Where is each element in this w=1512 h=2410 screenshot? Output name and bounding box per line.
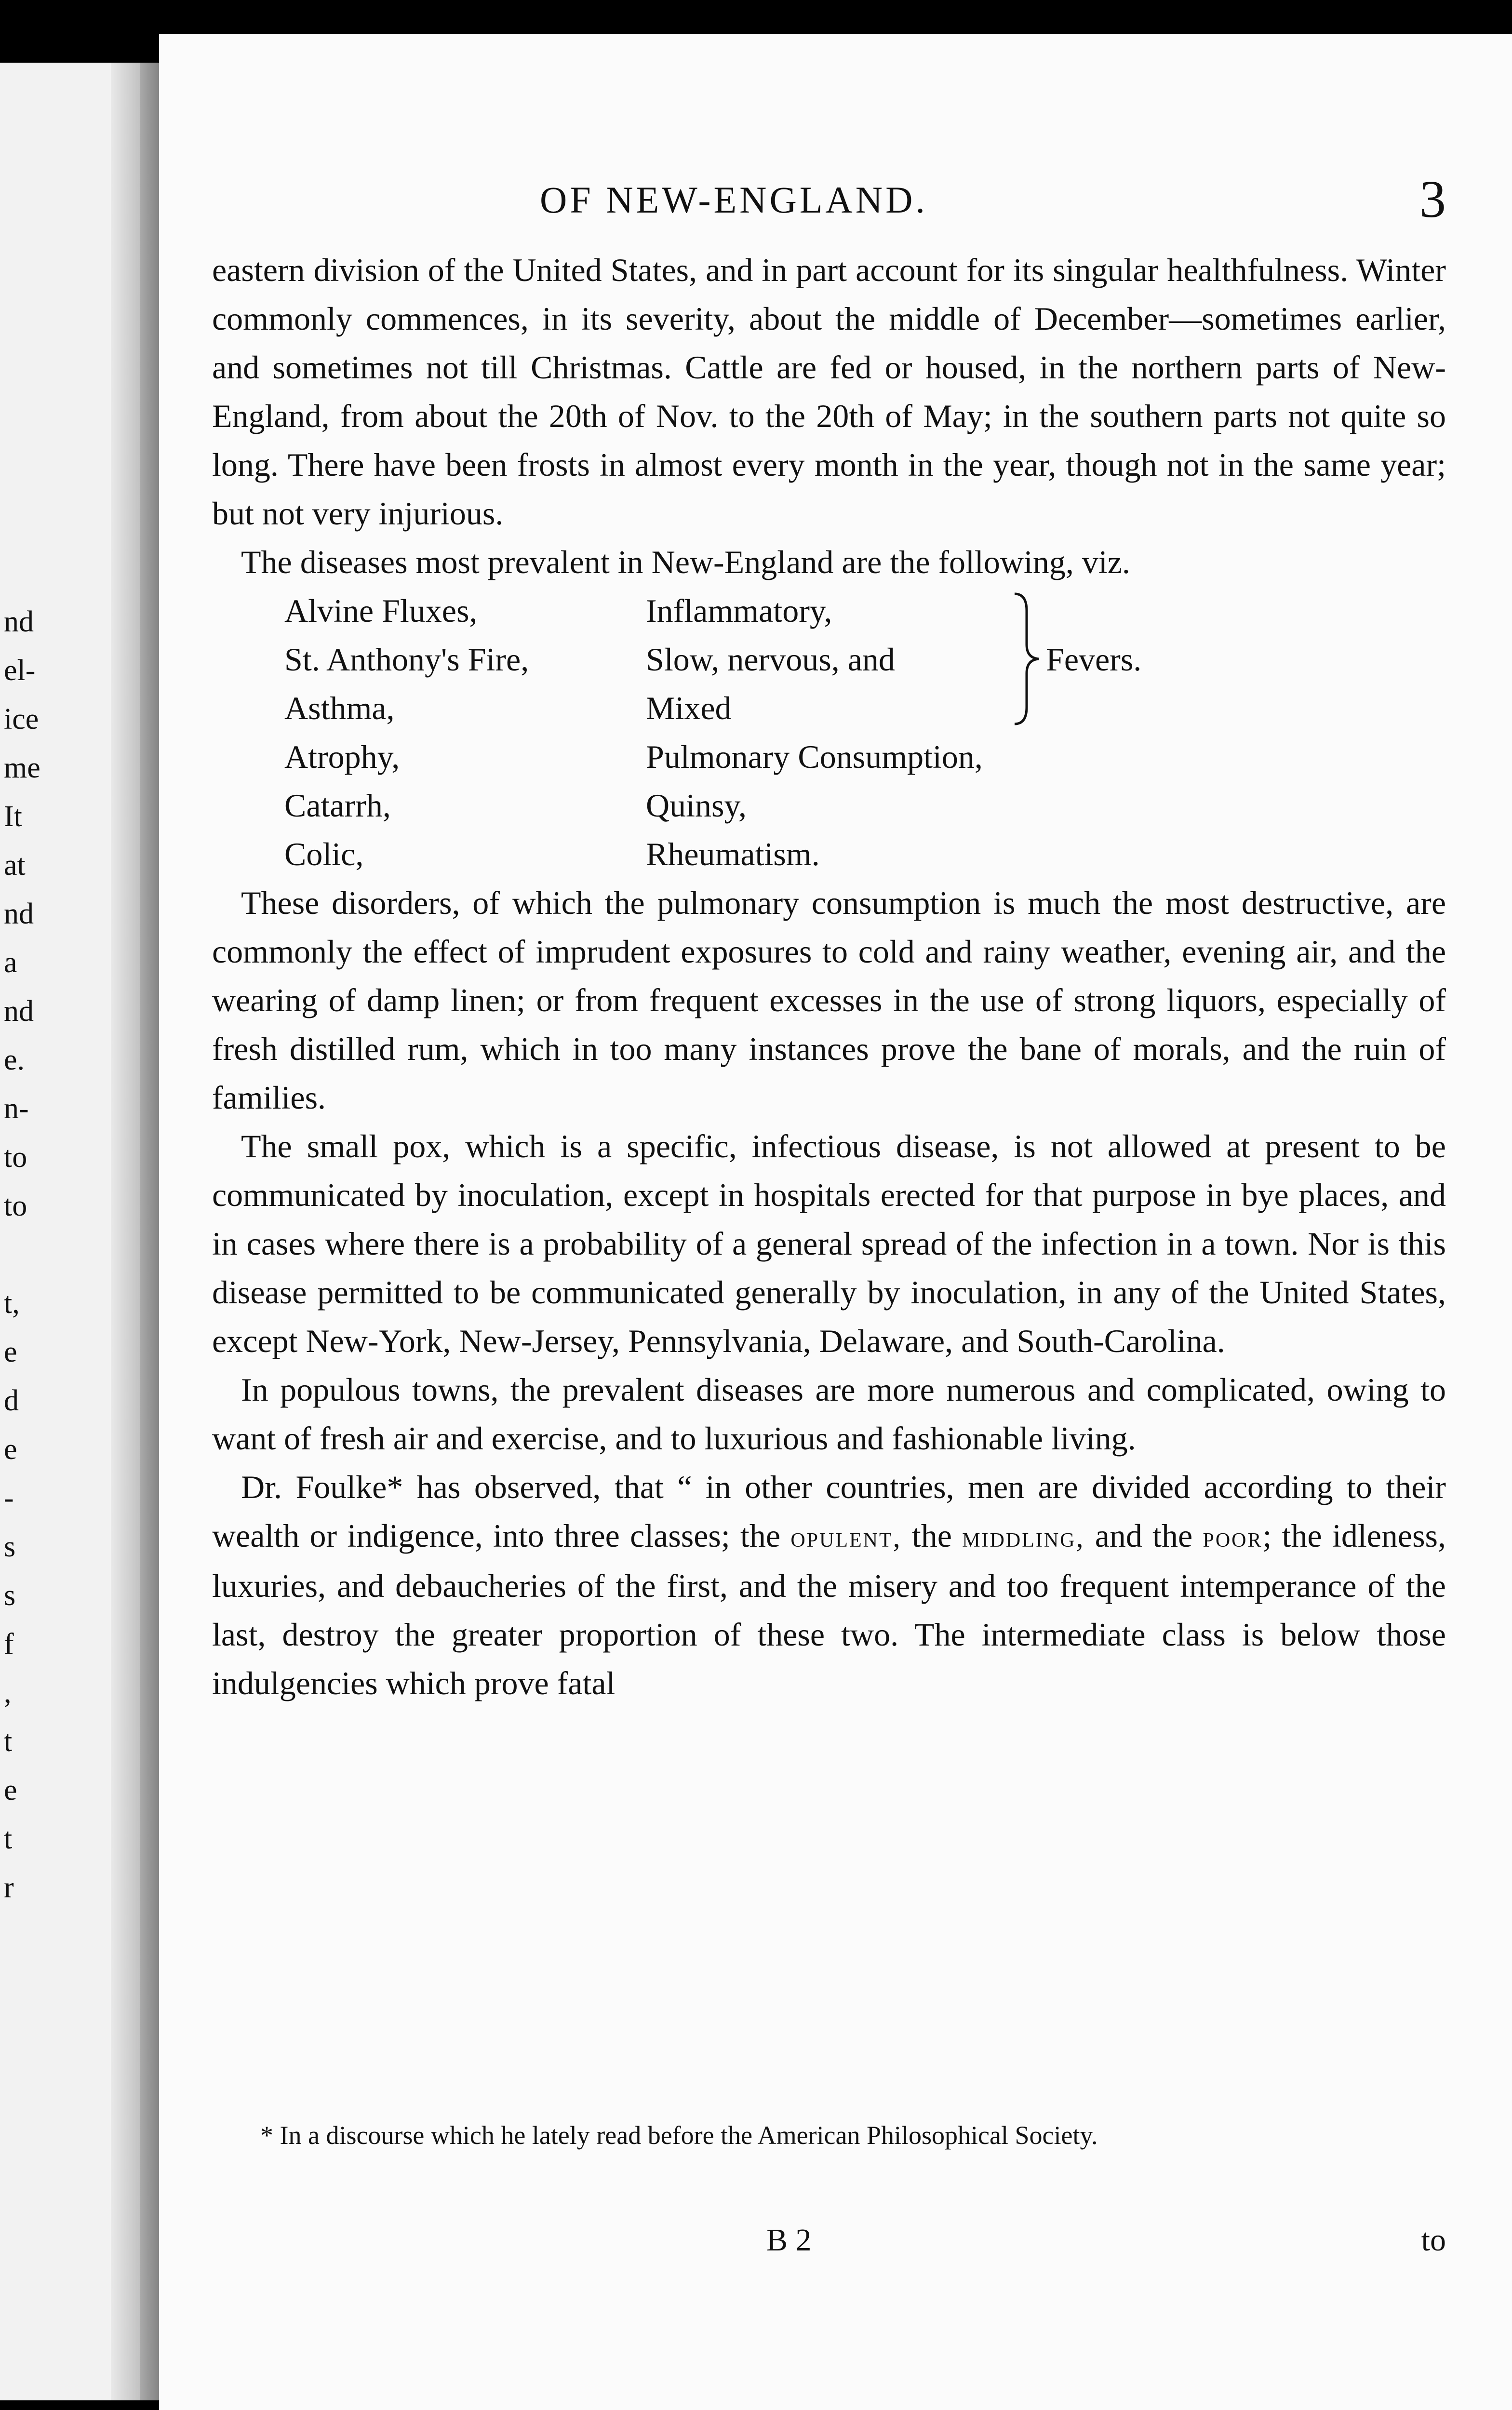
margin-fragment: nd bbox=[4, 605, 34, 638]
disease-item: Inflammatory, bbox=[646, 592, 832, 629]
margin-fragment: t bbox=[4, 1822, 13, 1855]
middling-smallcaps: middling, bbox=[962, 1521, 1085, 1553]
paragraph-populous-towns: In populous towns, the prevalent diseases are more numerous and complicated, owing to want of fresh air and exercise, and to luxurious and fashionable living. bbox=[212, 1371, 1446, 1457]
disease-item: Rheumatism. bbox=[646, 836, 820, 872]
disease-list bbox=[212, 587, 1446, 879]
disease-item: Quinsy, bbox=[646, 787, 747, 824]
margin-fragment: e. bbox=[4, 1044, 25, 1076]
margin-fragment: r bbox=[4, 1871, 14, 1904]
disease-item: Colic, bbox=[284, 836, 364, 872]
facing-page-margin-text bbox=[4, 598, 76, 1912]
running-head-title: OF NEW-ENGLAND. bbox=[540, 179, 928, 221]
margin-fragment: t bbox=[4, 1725, 13, 1758]
page-number: 3 bbox=[1419, 170, 1446, 228]
paragraph-climate: eastern division of the United States, and in part account for its singular healthfulness. Winter commonly commences, in its severity, about the middle of December—sometimes earlier, and sometimes not till Christmas. Cattle are fed or housed, in the northern parts of New-England, from about the 20th of Nov. to the 20th of May; in the southern parts not quite so long. There have been frosts in almost every month in the year, though not in the same year; but not very injurious. bbox=[212, 252, 1446, 532]
footnote: * In a discourse which he lately read before the American Philosophical Society. bbox=[260, 2121, 1098, 2150]
disease-item: Catarrh, bbox=[284, 787, 391, 824]
margin-fragment: el- bbox=[4, 654, 36, 687]
fevers-label: Fevers. bbox=[1046, 641, 1142, 678]
book-page bbox=[159, 34, 1512, 2410]
disease-item: St. Anthony's Fire, bbox=[284, 641, 529, 678]
disease-item: Mixed bbox=[646, 690, 732, 726]
opulent-smallcaps: opulent, bbox=[790, 1521, 902, 1553]
foulke-text-d: ; the idleness, luxuries, and debaucheries of the first, and the misery and too frequent intemperance of the last, destroy the greater proportion of these two. The intermediate class is below those indulgencies which prove fatal bbox=[212, 1517, 1446, 1701]
margin-fragment: s bbox=[4, 1530, 16, 1563]
foulke-text-c: and the bbox=[1095, 1517, 1193, 1554]
disease-item: Pulmonary Consumption, bbox=[646, 738, 983, 775]
margin-fragment: n- bbox=[4, 1092, 29, 1125]
margin-fragment: t, bbox=[4, 1287, 20, 1320]
running-head bbox=[212, 170, 1446, 236]
margin-fragment: at bbox=[4, 849, 26, 882]
margin-fragment: - bbox=[4, 1482, 14, 1514]
margin-fragment: e bbox=[4, 1336, 17, 1368]
foulke-text-a: Dr. Foulke* has observed, that “ in other countries, men are divided according to their wealth or indigence, into three classes; the bbox=[212, 1469, 1446, 1554]
margin-fragment: d bbox=[4, 1384, 19, 1417]
signature-mark: B 2 bbox=[766, 2223, 812, 2258]
margin-fragment: f bbox=[4, 1628, 14, 1660]
margin-fragment: nd bbox=[4, 897, 34, 930]
margin-fragment: nd bbox=[4, 995, 34, 1028]
disease-item: Atrophy, bbox=[284, 738, 400, 775]
margin-fragment: to bbox=[4, 1141, 27, 1174]
body-text bbox=[212, 246, 1446, 1708]
poor-smallcaps: poor bbox=[1203, 1521, 1263, 1553]
disease-item: Slow, nervous, and bbox=[646, 641, 895, 678]
margin-fragment: to bbox=[4, 1190, 27, 1222]
margin-fragment: a bbox=[4, 946, 17, 979]
paragraph-disorders: These disorders, of which the pulmonary consumption is much the most destructive, are commonly the effect of imprudent exposures to cold and rainy weather, evening air, and the wearing of damp linen; or from frequent excesses in the use of strong liquors, especially of fresh distilled rum, which in too many instances prove the bane of morals, and the ruin of families. bbox=[212, 884, 1446, 1116]
margin-fragment: e bbox=[4, 1774, 17, 1807]
margin-fragment: , bbox=[4, 1676, 12, 1709]
margin-fragment: It bbox=[4, 800, 22, 833]
margin-fragment bbox=[4, 1231, 76, 1279]
paragraph-diseases-intro: The diseases most prevalent in New-England are the following, viz. bbox=[241, 544, 1130, 580]
disease-item: Asthma, bbox=[284, 690, 395, 726]
margin-fragment: me bbox=[4, 751, 40, 784]
margin-fragment: ice bbox=[4, 703, 39, 736]
margin-fragment: e bbox=[4, 1433, 17, 1466]
catchword: to bbox=[1421, 2223, 1446, 2258]
disease-column-1 bbox=[284, 587, 529, 879]
disease-item: Alvine Fluxes, bbox=[284, 592, 478, 629]
foulke-text-b: the bbox=[911, 1517, 952, 1554]
paragraph-small-pox: The small pox, which is a specific, infectious disease, is not allowed at present to be communicated by inoculation, except in hospitals erected for that purpose in bye places, and in cases where there is a probability of a general spread of the infection in a town. Nor is this disease permitted to be communicated generally by inoculation, in any of the United States, except New-York, New-Jersey, Pennsylvania, Delaware, and South-Carolina. bbox=[212, 1128, 1446, 1359]
margin-fragment: s bbox=[4, 1579, 16, 1612]
disease-column-2 bbox=[646, 587, 983, 879]
paragraph-foulke bbox=[212, 1463, 1446, 1708]
curly-brace-icon bbox=[1012, 591, 1041, 726]
